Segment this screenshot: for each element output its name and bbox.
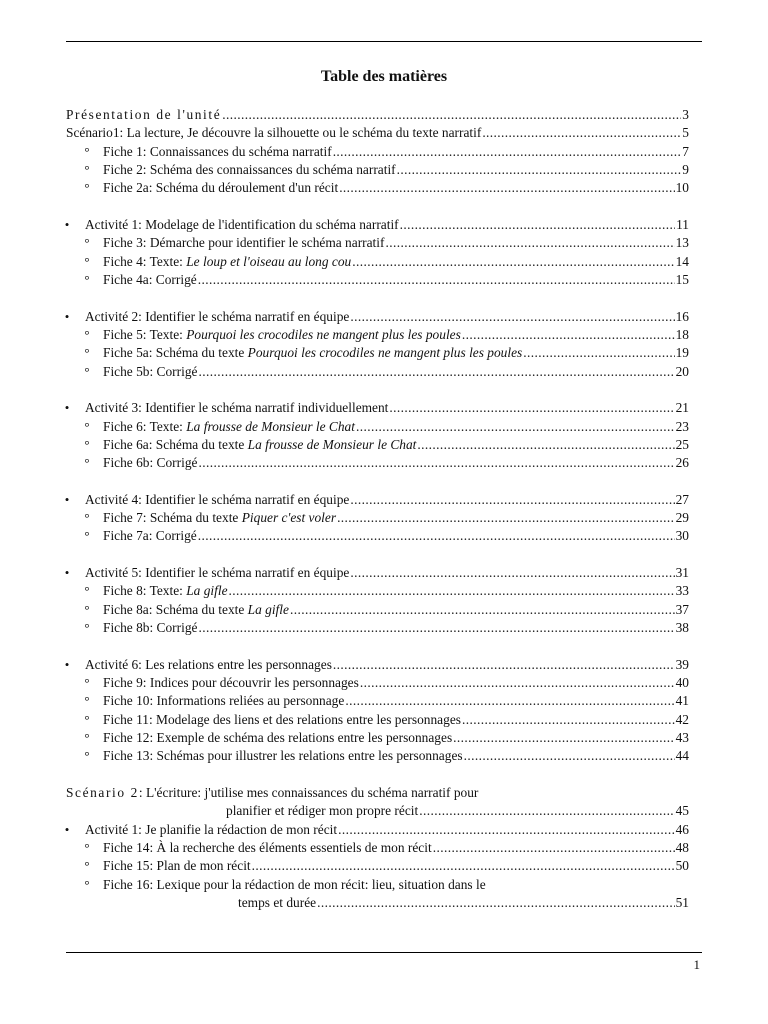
toc-line (0, 509, 768, 527)
toc-entry-title: Pourquoi les crocodiles ne mangent plus les poules (247, 345, 523, 361)
toc-line (0, 399, 768, 417)
toc-entry-label: planifier et rédiger mon propre récit (226, 803, 419, 819)
toc-entry[interactable] (103, 747, 689, 765)
page-title: Table des matières (320, 68, 448, 85)
toc-entry-label: Fiche 16: Lexique pour la rédaction de mon récit: lieu, situation dans le (103, 876, 486, 892)
bullet-icon: • (64, 400, 70, 416)
toc-page-number: 39 (675, 656, 689, 672)
toc-entry-label: Fiche 1: Connaissances du schéma narratif (103, 143, 332, 159)
leader-dots (198, 619, 674, 637)
toc-entry-title: Pourquoi les crocodiles ne mangent plus les poules (186, 326, 461, 342)
toc-entry[interactable] (103, 234, 689, 252)
toc-entry-label: Activité 2: Identifier le schéma narratif en équipe (85, 308, 350, 324)
toc-entry-label: Scénario 2: L'écriture: j'utilise mes connaissances du schéma narratif pour (66, 784, 479, 800)
toc-page-number: 48 (675, 839, 689, 855)
toc-page-number: 50 (675, 858, 689, 874)
toc-line (0, 527, 768, 545)
toc-entry-label: Fiche 10: Informations reliées au personnage (103, 693, 345, 709)
degree-bullet-icon: ° (84, 510, 90, 526)
leader-dots (252, 857, 675, 875)
degree-bullet-icon: ° (84, 601, 90, 617)
toc-page-number: 15 (675, 272, 689, 287)
toc-entry[interactable] (103, 601, 689, 619)
toc-entry-label: temps et durée (238, 895, 317, 910)
toc-line (0, 436, 768, 454)
toc-entry[interactable] (103, 363, 689, 381)
leader-dots (350, 491, 674, 509)
toc-line (0, 619, 768, 637)
toc-page-number: 45 (675, 803, 689, 819)
leader-dots (453, 729, 674, 747)
toc-entry[interactable] (103, 711, 689, 729)
degree-bullet-icon: ° (84, 253, 90, 269)
toc-page-number: 23 (675, 418, 689, 434)
toc-entry-label: Fiche 6: Texte: La frousse de Monsieur le Chat (103, 418, 355, 434)
toc-entry[interactable] (103, 839, 689, 857)
leader-dots (317, 894, 675, 912)
bullet-icon: • (64, 565, 70, 580)
toc-page-number: 40 (675, 674, 689, 690)
toc-line (0, 363, 768, 381)
toc-entry[interactable] (238, 894, 689, 912)
degree-bullet-icon: ° (84, 162, 90, 178)
degree-bullet-icon: ° (84, 876, 90, 892)
leader-dots (290, 601, 675, 619)
toc-entry[interactable] (66, 124, 689, 142)
scenario-prefix: Scénario 2 (66, 784, 139, 800)
toc-entry-title: La gifle (186, 583, 228, 599)
toc-page-number: 27 (675, 491, 689, 507)
toc-page-number: 19 (675, 345, 689, 361)
toc-line (0, 234, 768, 252)
toc-entry[interactable] (85, 821, 689, 839)
bullet-icon: • (64, 491, 70, 507)
toc-line (0, 894, 768, 912)
toc-page-number: 18 (675, 326, 689, 342)
toc-line (0, 601, 768, 619)
toc-entry (103, 876, 689, 894)
toc-page-number: 13 (675, 235, 689, 251)
toc-line (0, 839, 768, 857)
toc-entry-title: La frousse de Monsieur le Chat (247, 436, 417, 452)
toc-entry-label: Activité 6: Les relations entre les personnages (85, 656, 332, 672)
toc-entry-label: Scénario1: La lecture, Je découvre la silhouette ou le schéma du texte narratif (66, 125, 482, 141)
leader-dots (339, 179, 674, 197)
degree-bullet-icon: ° (84, 693, 90, 709)
degree-bullet-icon: ° (84, 730, 90, 745)
bullet-icon: • (64, 308, 70, 324)
toc-line (0, 161, 768, 179)
degree-bullet-icon: ° (84, 674, 90, 690)
toc-line (0, 454, 768, 472)
toc-entry-label: Activité 1: Modelage de l'identification du schéma narratif (85, 216, 399, 232)
toc-page-number: 14 (675, 253, 689, 269)
toc-entry[interactable] (66, 106, 689, 124)
toc-line (0, 674, 768, 692)
leader-dots (417, 436, 674, 454)
toc-entry-label: Fiche 14: À la recherche des éléments essentiels de mon récit (103, 839, 432, 855)
toc-entry[interactable] (103, 857, 689, 875)
leader-dots (356, 418, 675, 436)
leader-dots (482, 124, 681, 142)
leader-dots (198, 454, 674, 472)
toc-entry[interactable] (103, 619, 689, 637)
toc-entry-label: Fiche 2: Schéma des connaissances du schéma narratif (103, 162, 396, 178)
leader-dots (462, 326, 675, 344)
toc-entry[interactable] (103, 253, 689, 271)
toc-entry[interactable] (103, 454, 689, 472)
degree-bullet-icon: ° (84, 748, 90, 764)
leader-dots (333, 143, 682, 161)
toc-entry-label: Fiche 8: Texte: La gifle (103, 583, 228, 599)
toc-line (0, 216, 768, 234)
degree-bullet-icon: ° (84, 180, 90, 196)
leader-dots (389, 399, 674, 417)
toc-entry[interactable] (85, 564, 689, 582)
degree-bullet-icon: ° (84, 839, 90, 855)
degree-bullet-icon: ° (84, 455, 90, 471)
toc-entry-title: La frousse de Monsieur le Chat (186, 418, 355, 434)
toc-entry-label: Fiche 7a: Corrigé (103, 528, 197, 544)
leader-dots (400, 216, 675, 234)
toc-entry-label: Fiche 2a: Schéma du déroulement d'un récit (103, 180, 339, 196)
toc-entry[interactable] (103, 143, 689, 161)
leader-dots (523, 344, 674, 362)
leader-dots (462, 711, 675, 729)
toc-page-number: 11 (676, 216, 689, 232)
degree-bullet-icon: ° (84, 418, 90, 434)
page-number: 1 (693, 957, 700, 972)
toc-entry-label: Fiche 6a: Schéma du texte La frousse de Monsieur le Chat (103, 436, 417, 452)
toc-line (0, 876, 768, 894)
leader-dots (350, 564, 674, 582)
toc-entry-label: Fiche 13: Schémas pour illustrer les relations entre les personnages (103, 748, 463, 764)
toc-page-number: 29 (675, 510, 689, 526)
toc-entry-label: Fiche 6b: Corrigé (103, 455, 198, 471)
degree-bullet-icon: ° (84, 583, 90, 599)
toc-page-number: 25 (675, 436, 689, 452)
toc-line (0, 784, 768, 802)
toc-line (0, 747, 768, 765)
toc-entry[interactable] (103, 344, 689, 362)
toc-entry[interactable] (103, 509, 689, 527)
toc-line (0, 582, 768, 600)
leader-dots (464, 747, 675, 765)
degree-bullet-icon: ° (84, 345, 90, 361)
toc-entry[interactable] (85, 216, 689, 234)
toc-entry-label: Fiche 3: Démarche pour identifier le schéma narratif (103, 235, 385, 251)
toc-line (0, 344, 768, 362)
toc-line (0, 802, 768, 820)
toc-page-number: 21 (675, 400, 689, 416)
toc-entry[interactable] (85, 308, 689, 326)
leader-dots (338, 821, 675, 839)
toc-entry-label: Activité 1: Je planifie la rédaction de mon récit (85, 821, 338, 837)
toc-entry-label: Présentation de l'unité (66, 107, 222, 122)
toc-page-number: 44 (675, 748, 689, 764)
toc-entry[interactable] (103, 161, 689, 179)
toc-entry[interactable] (103, 271, 689, 289)
toc-line (0, 106, 768, 124)
toc-line (0, 143, 768, 161)
toc-entry-label: Fiche 5b: Corrigé (103, 363, 198, 379)
leader-dots (433, 839, 675, 857)
toc-entry[interactable] (103, 692, 689, 710)
toc-line (0, 271, 768, 289)
leader-dots (333, 656, 675, 674)
toc-page-number: 41 (675, 693, 689, 709)
toc-page-number: 16 (675, 308, 689, 324)
bullet-icon: • (64, 656, 70, 672)
toc-entry-label: Activité 3: Identifier le schéma narratif individuellement (85, 400, 389, 416)
toc-entry[interactable] (103, 582, 689, 600)
toc-entry-label: Fiche 15: Plan de mon récit (103, 858, 251, 874)
degree-bullet-icon: ° (84, 326, 90, 342)
toc-entry[interactable] (103, 729, 689, 747)
leader-dots (198, 271, 675, 289)
toc-line (0, 821, 768, 839)
toc-line (0, 656, 768, 674)
toc-line (0, 179, 768, 197)
leader-dots (345, 692, 674, 710)
toc-line (0, 326, 768, 344)
toc-entry[interactable] (103, 436, 689, 454)
toc-page-number: 10 (675, 180, 689, 196)
bottom-rule (66, 952, 702, 953)
toc-line (0, 253, 768, 271)
toc-entry-label: Fiche 9: Indices pour découvrir les personnages (103, 674, 359, 690)
toc-page-number: 42 (675, 711, 689, 727)
toc-page-number: 9 (682, 162, 689, 178)
toc-line (0, 491, 768, 509)
toc-entry[interactable] (103, 527, 689, 545)
toc-page-number: 20 (675, 363, 689, 379)
toc-entry-label: Fiche 4a: Corrigé (103, 272, 197, 287)
leader-dots (229, 582, 675, 600)
degree-bullet-icon: ° (84, 143, 90, 159)
toc-entry-title: Piquer c'est voler (241, 510, 337, 526)
degree-bullet-icon: ° (84, 711, 90, 727)
toc-entry-label: Fiche 5a: Schéma du texte Pourquoi les crocodiles ne mangent plus les poules (103, 345, 523, 361)
toc-line (0, 124, 768, 142)
leader-dots (337, 509, 675, 527)
toc-entry-label: Fiche 7: Schéma du texte Piquer c'est voler (103, 510, 337, 526)
toc-line (0, 729, 768, 747)
toc-entry[interactable] (85, 399, 689, 417)
degree-bullet-icon: ° (84, 363, 90, 379)
toc-line (0, 418, 768, 436)
toc-line (0, 711, 768, 729)
toc-entry[interactable] (85, 656, 689, 674)
toc-entry-label: Fiche 8b: Corrigé (103, 620, 198, 636)
toc-page-number: 33 (675, 583, 689, 599)
degree-bullet-icon: ° (84, 436, 90, 452)
leader-dots (397, 161, 682, 179)
toc-page-number: 46 (675, 821, 689, 837)
toc-entry-label: Fiche 11: Modelage des liens et des relations entre les personnages (103, 711, 461, 727)
toc-page-number: 30 (675, 528, 689, 544)
toc-page-number: 51 (675, 895, 689, 910)
toc-entry-title: Le loup et l'oiseau au long cou (186, 253, 352, 269)
toc-page-number: 31 (675, 565, 689, 580)
bullet-icon: • (64, 216, 70, 232)
toc-entry-label: Fiche 4: Texte: Le loup et l'oiseau au long cou (103, 253, 352, 269)
leader-dots (419, 802, 674, 820)
toc-entry[interactable] (85, 491, 689, 509)
leader-dots (222, 106, 681, 124)
toc-page-number: 26 (675, 455, 689, 471)
toc-line (0, 564, 768, 582)
degree-bullet-icon: ° (84, 272, 90, 287)
leader-dots (198, 363, 674, 381)
toc-page-number: 3 (682, 107, 689, 122)
toc-entry[interactable] (226, 802, 689, 820)
bullet-icon: • (64, 821, 70, 837)
toc-page-number: 38 (675, 620, 689, 636)
toc-entry[interactable] (103, 418, 689, 436)
toc-entry-label: Fiche 5: Texte: Pourquoi les crocodiles ne mangent plus les poules (103, 326, 461, 342)
leader-dots (350, 308, 674, 326)
toc-line (0, 692, 768, 710)
toc-page-number: 5 (682, 125, 689, 141)
toc-entry[interactable] (103, 179, 689, 197)
degree-bullet-icon: ° (84, 620, 90, 636)
toc-entry (66, 784, 689, 802)
degree-bullet-icon: ° (84, 235, 90, 251)
degree-bullet-icon: ° (84, 528, 90, 544)
toc-entry[interactable] (103, 326, 689, 344)
leader-dots (198, 527, 675, 545)
toc-page-number: 7 (682, 143, 689, 159)
toc-entry-label: Fiche 8a: Schéma du texte La gifle (103, 601, 289, 617)
leader-dots (352, 253, 674, 271)
toc-line (0, 857, 768, 875)
leader-dots (385, 234, 674, 252)
toc-entry-label: Activité 4: Identifier le schéma narratif en équipe (85, 491, 350, 507)
toc-page-number: 37 (675, 601, 689, 617)
toc-entry-label: Activité 5: Identifier le schéma narratif en équipe (85, 565, 350, 580)
toc-entry[interactable] (103, 674, 689, 692)
toc-line (0, 308, 768, 326)
top-rule (66, 41, 702, 42)
toc-entry-title: La gifle (247, 601, 289, 617)
toc-page-number: 43 (675, 730, 689, 745)
degree-bullet-icon: ° (84, 858, 90, 874)
toc-entry-label: Fiche 12: Exemple de schéma des relations entre les personnages (103, 730, 453, 745)
leader-dots (360, 674, 675, 692)
